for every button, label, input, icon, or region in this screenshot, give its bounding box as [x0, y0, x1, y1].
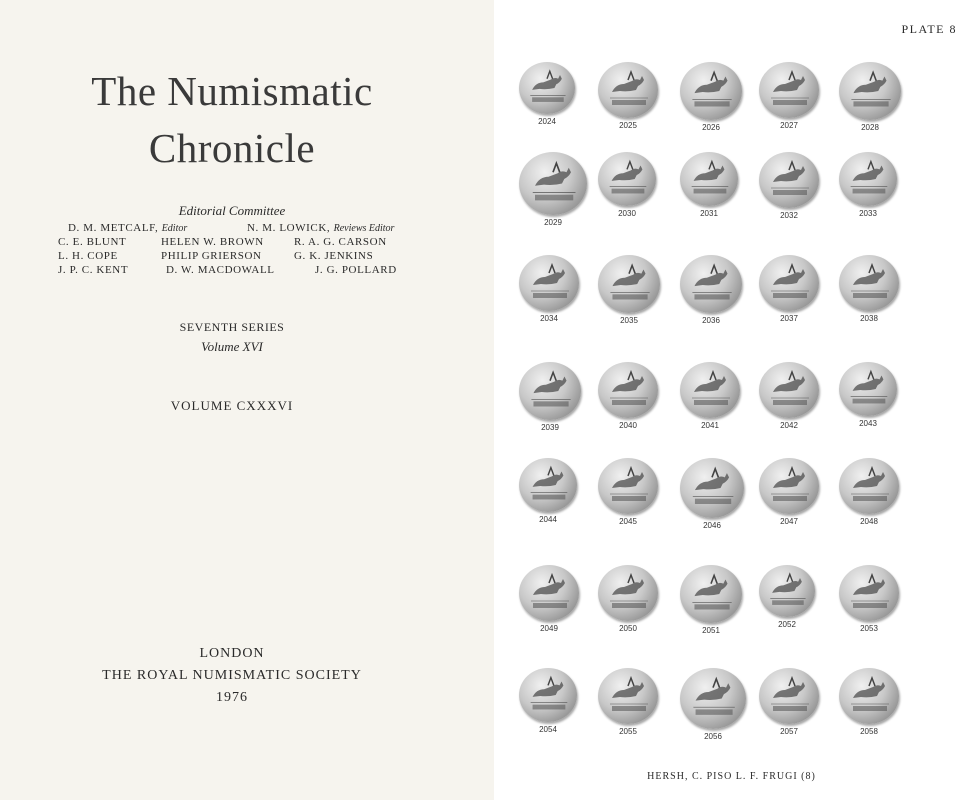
imprint-publisher: THE ROYAL NUMISMATIC SOCIETY	[102, 668, 362, 683]
horseman-relief-icon	[759, 255, 819, 311]
horseman-relief-icon	[519, 668, 577, 722]
coin-image	[839, 458, 899, 514]
coin-number: 2031	[700, 209, 718, 218]
horseman-relief-icon	[598, 62, 658, 118]
horseman-relief-icon	[598, 152, 656, 206]
horseman-relief-icon	[519, 255, 579, 311]
horseman-relief-icon	[680, 458, 744, 518]
plate-label: PLATE 8	[901, 22, 957, 36]
horseman-relief-icon	[598, 362, 658, 418]
coin-image	[759, 668, 819, 724]
coin-image	[598, 565, 658, 621]
coin-image	[839, 152, 897, 206]
coin-image	[680, 565, 742, 623]
coin-number: 2037	[780, 314, 798, 323]
coin-image	[598, 362, 658, 418]
coin-number: 2043	[859, 419, 877, 428]
coin-number: 2053	[860, 624, 878, 633]
coin-number: 2047	[780, 517, 798, 526]
horseman-relief-icon	[839, 565, 899, 621]
coin-number: 2035	[620, 316, 638, 325]
horseman-relief-icon	[839, 458, 899, 514]
coin-number: 2025	[619, 121, 637, 130]
horseman-relief-icon	[519, 362, 581, 420]
editorial-committee-heading: Editorial Committee	[178, 203, 286, 218]
horseman-relief-icon	[519, 152, 587, 215]
coin-image	[759, 152, 819, 208]
coin-number: 2034	[540, 314, 558, 323]
horseman-relief-icon	[839, 255, 899, 311]
horseman-relief-icon	[598, 668, 658, 724]
coin-number: 2039	[541, 423, 559, 432]
coin-image	[759, 62, 819, 118]
plate-caption: HERSH, C. PISO L. F. FRUGI (8)	[647, 771, 816, 782]
coin-image	[519, 152, 587, 215]
coin-number: 2033	[859, 209, 877, 218]
horseman-relief-icon	[680, 152, 738, 206]
horseman-relief-icon	[759, 565, 815, 617]
coin-number: 2028	[861, 123, 879, 132]
coin-number: 2051	[702, 626, 720, 635]
coin-number: 2049	[540, 624, 558, 633]
coin-image	[759, 565, 815, 617]
imprint-city: LONDON	[199, 646, 265, 661]
committee-member: N. M. LOWICK, Reviews Editor	[247, 222, 395, 234]
coin-number: 2057	[780, 727, 798, 736]
horseman-relief-icon	[839, 62, 901, 120]
plate-page	[494, 0, 969, 800]
horseman-relief-icon	[598, 565, 658, 621]
coin-image	[759, 362, 819, 418]
coin-number: 2054	[539, 725, 557, 734]
coin-image	[680, 362, 740, 418]
coin-number: 2048	[860, 517, 878, 526]
committee-member: D. W. MACDOWALL	[166, 264, 275, 276]
horseman-relief-icon	[680, 668, 746, 729]
coin-number: 2029	[544, 218, 562, 227]
committee-member: J. P. C. KENT	[58, 264, 129, 276]
coin-number: 2032	[780, 211, 798, 220]
coin-image	[680, 458, 744, 518]
horseman-relief-icon	[519, 565, 579, 621]
committee-member: J. G. POLLARD	[315, 264, 397, 276]
coin-image	[598, 62, 658, 118]
horseman-relief-icon	[759, 668, 819, 724]
coin-image	[519, 362, 581, 420]
horseman-relief-icon	[839, 668, 899, 724]
committee-member: PHILIP GRIERSON	[161, 250, 262, 262]
coin-image	[598, 668, 658, 724]
horseman-relief-icon	[839, 152, 897, 206]
horseman-relief-icon	[680, 362, 740, 418]
volume-number: VOLUME CXXXVI	[170, 398, 294, 413]
series-volume: Volume XVI	[201, 339, 263, 354]
horseman-relief-icon	[759, 62, 819, 118]
coin-number: 2026	[702, 123, 720, 132]
committee-member: C. E. BLUNT	[58, 236, 127, 248]
horseman-relief-icon	[680, 255, 742, 313]
horseman-relief-icon	[680, 565, 742, 623]
committee-member: D. M. METCALF, Editor	[68, 222, 188, 234]
coin-number: 2027	[780, 121, 798, 130]
coin-number: 2045	[619, 517, 637, 526]
coin-number: 2052	[778, 620, 796, 629]
coin-number: 2056	[704, 732, 722, 741]
journal-title-line1: The Numismatic	[91, 68, 373, 114]
horseman-relief-icon	[598, 255, 660, 313]
imprint-year: 1976	[216, 690, 248, 705]
coin-number: 2055	[619, 727, 637, 736]
coin-number: 2030	[618, 209, 636, 218]
coin-image	[598, 152, 656, 206]
coin-image	[519, 668, 577, 722]
coin-image	[839, 565, 899, 621]
coin-image	[759, 255, 819, 311]
committee-member: HELEN W. BROWN	[161, 236, 264, 248]
coin-number: 2038	[860, 314, 878, 323]
coin-number: 2024	[538, 117, 556, 126]
coin-image	[839, 255, 899, 311]
coin-image	[680, 152, 738, 206]
coin-number: 2046	[703, 521, 721, 530]
coin-image	[519, 458, 577, 512]
coin-image	[598, 255, 660, 313]
coin-number: 2040	[619, 421, 637, 430]
coin-image	[519, 565, 579, 621]
horseman-relief-icon	[519, 458, 577, 512]
committee-member: G. K. JENKINS	[294, 250, 374, 262]
journal-title-line2: Chronicle	[148, 125, 316, 171]
horseman-relief-icon	[519, 62, 575, 114]
coin-image	[598, 458, 658, 514]
coin-number: 2042	[780, 421, 798, 430]
horseman-relief-icon	[839, 362, 897, 416]
coin-image	[759, 458, 819, 514]
coin-number: 2044	[539, 515, 557, 524]
coin-image	[519, 62, 575, 114]
coin-image	[839, 668, 899, 724]
coin-image	[680, 255, 742, 313]
series-line: SEVENTH SERIES	[179, 320, 285, 334]
coin-image	[680, 62, 742, 120]
horseman-relief-icon	[598, 458, 658, 514]
horseman-relief-icon	[759, 458, 819, 514]
committee-member: R. A. G. CARSON	[294, 236, 387, 248]
coin-image	[680, 668, 746, 729]
coin-number: 2041	[701, 421, 719, 430]
committee-member: L. H. COPE	[58, 250, 118, 262]
coin-number: 2050	[619, 624, 637, 633]
horseman-relief-icon	[759, 152, 819, 208]
coin-image	[839, 362, 897, 416]
coin-number: 2058	[860, 727, 878, 736]
coin-image	[839, 62, 901, 120]
coin-image	[519, 255, 579, 311]
coin-number: 2036	[702, 316, 720, 325]
horseman-relief-icon	[759, 362, 819, 418]
horseman-relief-icon	[680, 62, 742, 120]
